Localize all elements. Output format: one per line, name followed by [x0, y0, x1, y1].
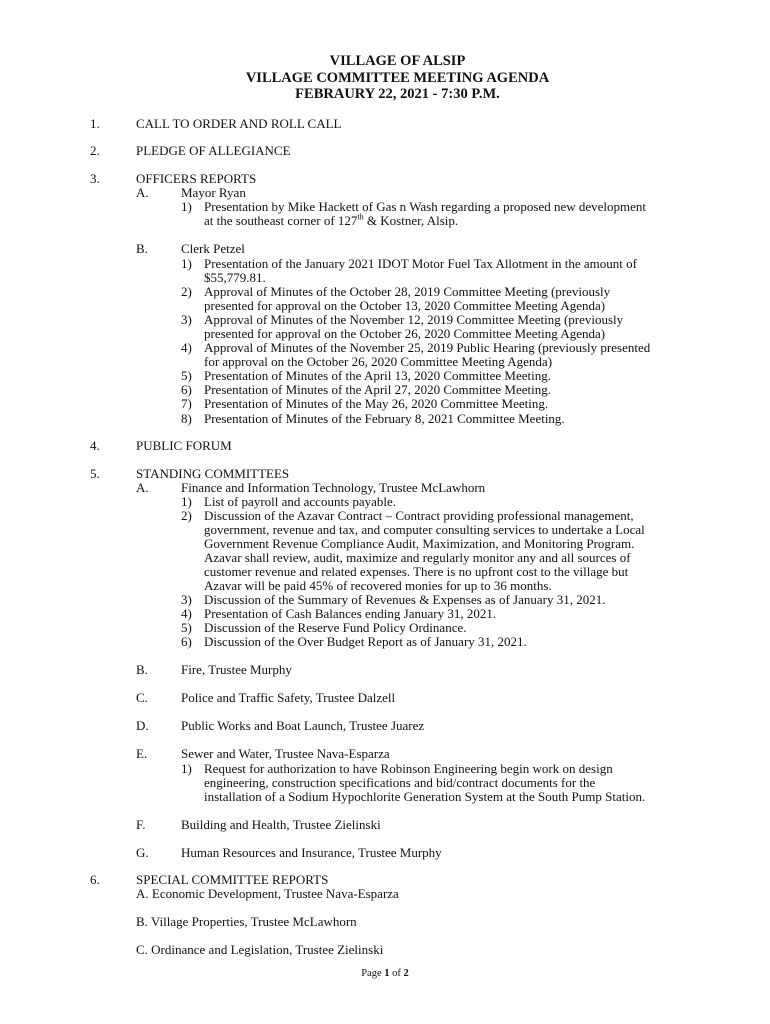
sub-item-text: Presentation of Minutes of the April 27, 2020 Committee Meeting.: [204, 382, 551, 397]
sub-item-text: Presentation of Minutes of the April 13, 2020 Committee Meeting.: [204, 368, 551, 383]
section-title: Finance and Information Technology, Trustee McLawhorn: [181, 480, 486, 495]
sub-item-text: installation of a Sodium Hypochlorite Generation System at the South Pump Station.: [204, 789, 646, 804]
item-title: SPECIAL COMMITTEE REPORTS: [136, 872, 329, 887]
sub-item-marker: 6): [181, 382, 192, 397]
item-title: PUBLIC FORUM: [136, 438, 232, 453]
sub-item-text: engineering, construction specifications and bid/contract documents for the: [204, 775, 596, 790]
item-number: 1.: [90, 116, 100, 131]
section-title: Human Resources and Insurance, Trustee Murphy: [181, 845, 442, 860]
section-title: Clerk Petzel: [181, 241, 245, 256]
section-title: Fire, Trustee Murphy: [181, 662, 292, 677]
section-letter: G.: [136, 845, 149, 860]
section-title: A. Economic Development, Trustee Nava-Esparza: [136, 886, 399, 901]
item-number: 4.: [90, 438, 100, 453]
sub-item-text: at the southeast corner of 127th & Kostner, Alsip.: [204, 212, 459, 228]
sub-item-text: presented for approval on the October 26, 2020 Committee Meeting Agenda): [204, 326, 606, 341]
sub-item-marker: 4): [181, 340, 192, 355]
section-letter: D.: [136, 718, 149, 733]
sub-item-text: Presentation of Cash Balances ending January 31, 2021.: [204, 606, 497, 621]
section-letter: A.: [136, 480, 149, 495]
section-letter: E.: [136, 746, 148, 761]
sub-item-text: government, revenue and tax, and computer consulting services to undertake a Local: [204, 522, 645, 537]
section-title: C. Ordinance and Legislation, Trustee Zielinski: [136, 942, 384, 957]
section-title: B. Village Properties, Trustee McLawhorn: [136, 914, 357, 929]
sub-item-text: Approval of Minutes of the November 25, 2019 Public Hearing (previously presented: [204, 340, 651, 355]
sub-item-marker: 1): [181, 199, 192, 214]
sub-item-text: for approval on the October 26, 2020 Committee Meeting Agenda): [204, 354, 553, 369]
sub-item-text: Discussion of the Reserve Fund Policy Ordinance.: [204, 620, 467, 635]
item-title: PLEDGE OF ALLEGIANCE: [136, 143, 291, 158]
sub-item-text: Discussion of the Over Budget Report as of January 31, 2021.: [204, 634, 527, 649]
section-title: Sewer and Water, Trustee Nava-Esparza: [181, 746, 390, 761]
sub-item-marker: 3): [181, 312, 192, 327]
section-letter: A.: [136, 185, 149, 200]
village-name: VILLAGE OF ALSIP: [329, 53, 466, 69]
sub-item-text: Presentation of Minutes of the February 8, 2021 Committee Meeting.: [204, 411, 565, 426]
sub-item-marker: 5): [181, 620, 192, 635]
meeting-date: FEBRAURY 22, 2021 - 7:30 P.M.: [295, 86, 500, 102]
sub-item-text: Approval of Minutes of the November 12, 2019 Committee Meeting (previously: [204, 312, 624, 327]
sub-item-marker: 6): [181, 634, 192, 649]
section-title: Building and Health, Trustee Zielinski: [181, 817, 381, 832]
sub-item-text: Approval of Minutes of the October 28, 2019 Committee Meeting (previously: [204, 284, 611, 299]
sub-item-marker: 2): [181, 284, 192, 299]
sub-item-text: Presentation of Minutes of the May 26, 2020 Committee Meeting.: [204, 396, 549, 411]
sub-item-marker: 1): [181, 494, 192, 509]
sub-item-text: Request for authorization to have Robinson Engineering begin work on design: [204, 761, 613, 776]
sub-item-text: Government Revenue Compliance Audit, Maximization, and Monitoring Program.: [204, 536, 635, 551]
sub-item-text: presented for approval on the October 13, 2020 Committee Meeting Agenda): [204, 298, 606, 313]
section-letter: C.: [136, 690, 148, 705]
item-title: STANDING COMMITTEES: [136, 466, 290, 481]
item-number: 5.: [90, 466, 100, 481]
sub-item-marker: 7): [181, 396, 192, 411]
item-number: 6.: [90, 872, 100, 887]
sub-item-text: List of payroll and accounts payable.: [204, 494, 397, 509]
sub-item-text: Azavar will be paid 45% of recovered monies for up to 36 months.: [204, 578, 552, 593]
item-number: 2.: [90, 143, 100, 158]
section-title: Mayor Ryan: [181, 185, 246, 200]
item-title: OFFICERS REPORTS: [136, 171, 257, 186]
sub-item-marker: 4): [181, 606, 192, 621]
sub-item-text: Discussion of the Azavar Contract – Contract providing professional management,: [204, 508, 634, 523]
sub-item-marker: 1): [181, 761, 192, 776]
section-letter: B.: [136, 241, 148, 256]
sub-item-text: customer revenue and related expenses. There is no upfront cost to the village but: [204, 564, 629, 579]
sub-item-marker: 5): [181, 368, 192, 383]
section-letter: B.: [136, 662, 148, 677]
sub-item-text: Presentation by Mike Hackett of Gas n Wash regarding a proposed new development: [204, 199, 647, 214]
sub-item-marker: 8): [181, 411, 192, 426]
section-letter: F.: [136, 817, 146, 832]
sub-item-text: $55,779.81.: [204, 270, 266, 285]
sub-item-marker: 2): [181, 508, 192, 523]
section-title: Police and Traffic Safety, Trustee Dalzell: [181, 690, 396, 705]
agenda-header: [0, 53, 770, 103]
sub-item-text: Presentation of the January 2021 IDOT Motor Fuel Tax Allotment in the amount of: [204, 256, 637, 271]
agenda-title: VILLAGE COMMITTEE MEETING AGENDA: [245, 69, 550, 86]
page-footer: Page 1 of 2: [361, 968, 409, 979]
sub-item-text: Azavar shall review, audit, maximize and regularly monitor any and all sources of: [204, 550, 631, 565]
item-number: 3.: [90, 171, 100, 186]
sub-item-text: Discussion of the Summary of Revenues & Expenses as of January 31, 2021.: [204, 592, 606, 607]
item-title: CALL TO ORDER AND ROLL CALL: [136, 116, 342, 131]
sub-item-marker: 1): [181, 256, 192, 271]
sub-item-marker: 3): [181, 592, 192, 607]
section-title: Public Works and Boat Launch, Trustee Juarez: [181, 718, 425, 733]
